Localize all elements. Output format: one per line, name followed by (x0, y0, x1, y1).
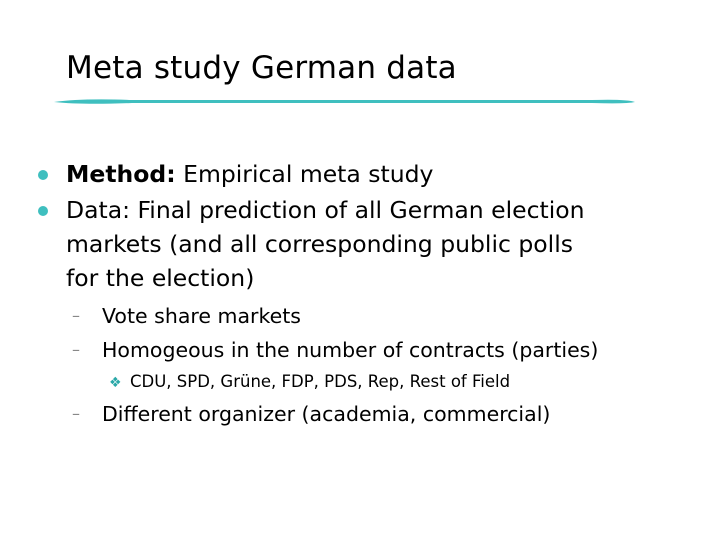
bullet-data-line2: markets (and all corresponding public polls (66, 230, 573, 258)
sub-bullet-text: Different organizer (academia, commercial) (102, 402, 551, 426)
bullet-data-cont-2 (66, 261, 696, 295)
dash-icon: – (72, 306, 80, 325)
sub-bullet-text: Vote share markets (102, 304, 301, 328)
sub-sub-bullet-parties (109, 370, 511, 394)
dash-icon: – (72, 340, 80, 359)
bullet-dot-icon (38, 170, 48, 180)
title-underline (52, 96, 637, 106)
bullet-data-line1: Data: Final prediction of all German election (66, 196, 585, 224)
sub-bullet-text: Homogeous in the number of contracts (parties) (102, 338, 599, 362)
bullet-data (66, 193, 696, 227)
bullet-dot-icon (38, 206, 48, 216)
dash-icon: – (72, 404, 80, 423)
sub-bullet-vote-share (72, 299, 301, 333)
diamond-icon: ❖ (109, 375, 122, 391)
bullet-method (66, 157, 696, 191)
sub-bullet-homogeous (72, 333, 599, 367)
bullet-method-text: Empirical meta study (175, 160, 434, 188)
sub-sub-bullet-text: CDU, SPD, Grüne, FDP, PDS, Rep, Rest of Field (130, 372, 511, 391)
bullet-data-cont-1 (66, 227, 696, 261)
bullet-data-line3: for the election) (66, 264, 255, 292)
sub-bullet-organizer (72, 397, 551, 431)
slide-title: Meta study German data (66, 50, 457, 86)
bullet-method-label: Method: (66, 160, 176, 188)
